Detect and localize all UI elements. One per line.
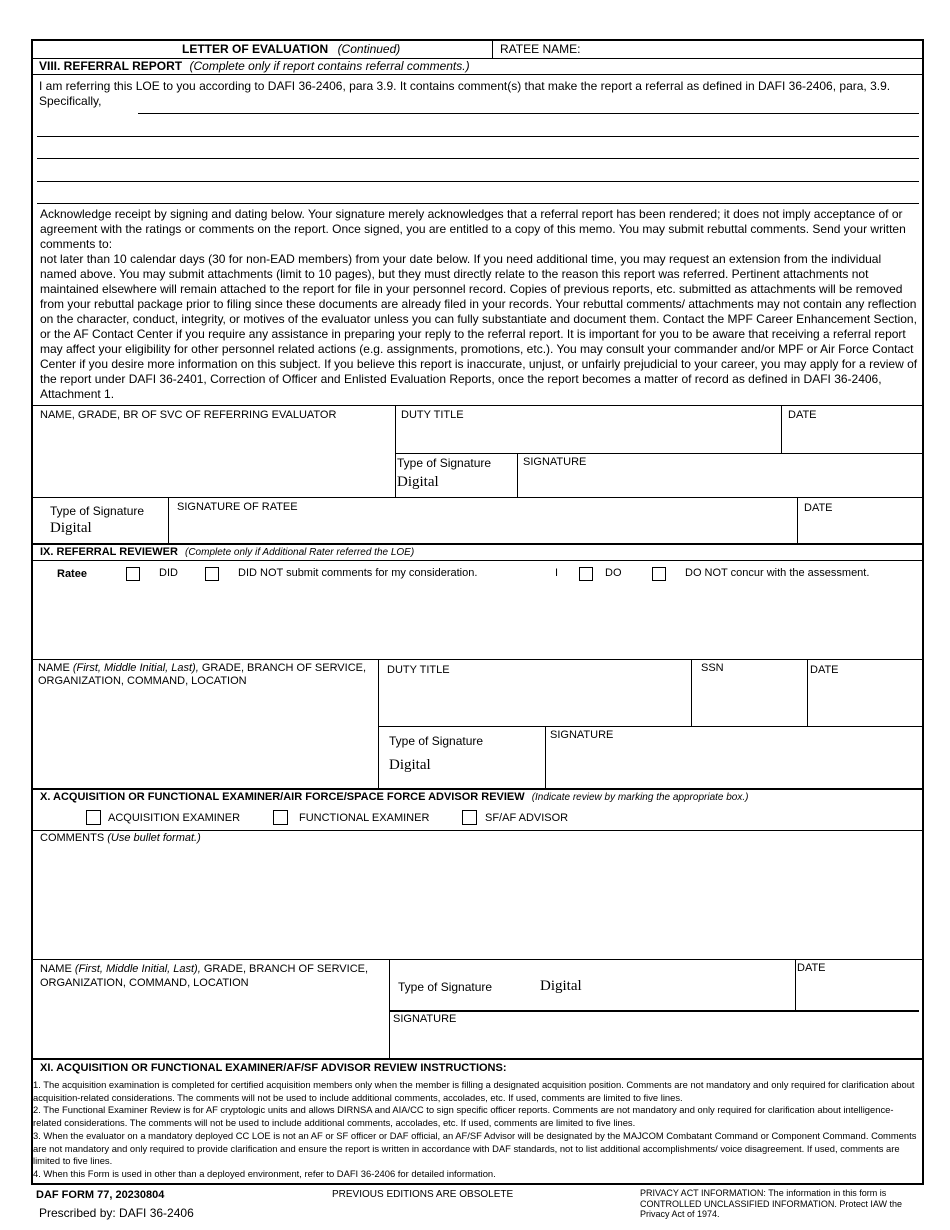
previous-editions: PREVIOUS EDITIONS ARE OBSOLETE: [332, 1189, 514, 1200]
do-label: DO: [605, 567, 622, 579]
advisor-name-label-b: GRADE, BRANCH OF SERVICE, ORGANIZATION, COMMAND, LOCATION: [40, 963, 369, 989]
header-divider: [492, 40, 493, 58]
evaluator-signature-type-value[interactable]: Digital: [397, 474, 439, 490]
duty-title-label: DUTY TITLE: [401, 409, 464, 421]
advisor-signature-label: SIGNATURE: [393, 1013, 457, 1025]
evaluator-signature-type-label: Type of Signature: [397, 456, 492, 470]
instruction-item-4: 4. When this Form is used in other than a deployed environment, refer to DAFI 36-2406 for detailed information.: [33, 1168, 496, 1179]
ratee-name-input[interactable]: [585, 41, 919, 58]
comment-line[interactable]: [37, 181, 919, 182]
advisor-name-label-a: NAME: [40, 963, 75, 975]
sfaf-advisor-label: SF/AF ADVISOR: [485, 812, 569, 824]
i-label: I: [555, 567, 559, 579]
did-checkbox[interactable]: [126, 567, 140, 581]
section9-note: (Complete only if Additional Rater referred the LOE): [185, 547, 415, 558]
did-not-checkbox[interactable]: [205, 567, 219, 581]
do-checkbox[interactable]: [579, 567, 593, 581]
reviewer-name-label-a: NAME: [38, 662, 73, 674]
ratee-date-label: DATE: [804, 502, 833, 514]
prescribed-by: Prescribed by: DAFI 36-2406: [39, 1206, 194, 1220]
sfaf-advisor-checkbox[interactable]: [462, 810, 477, 825]
comment-line[interactable]: [37, 158, 919, 159]
acquisition-examiner-label: ACQUISITION EXAMINER: [108, 812, 241, 824]
ratee-signature-type-value[interactable]: Digital: [50, 520, 92, 536]
form-id: DAF FORM 77, 20230804: [36, 1189, 165, 1201]
ratee-name-label: RATEE NAME:: [500, 42, 581, 56]
acquisition-examiner-checkbox[interactable]: [86, 810, 101, 825]
section9-title-text: IX. REFERRAL REVIEWER: [40, 546, 178, 558]
evaluator-name-label: NAME, GRADE, BR OF SVC OF REFERRING EVALUATOR: [40, 409, 337, 421]
ratee-label: Ratee: [57, 568, 87, 580]
form-title-text: LETTER OF EVALUATION: [182, 42, 329, 56]
comment-line[interactable]: [37, 203, 919, 204]
section10-title: [40, 791, 748, 803]
section8-title-text: VIII. REFERRAL REPORT: [39, 59, 183, 73]
reviewer-name-label-b: GRADE, BRANCH OF SERVICE, ORGANIZATION, COMMAND, LOCATION: [38, 662, 367, 687]
section10-title-text: X. ACQUISITION OR FUNCTIONAL EXAMINER/AIR FORCE/SPACE FORCE ADVISOR REVIEW: [40, 791, 525, 803]
do-not-checkbox[interactable]: [652, 567, 666, 581]
evaluator-signature-label: SIGNATURE: [523, 456, 587, 468]
advisor-name-label: [40, 962, 390, 990]
acknowledge-text: Acknowledge receipt by signing and dating below. Your signature merely acknowledges that a referral report has been rendered; it does not imply acceptance of or agreement with the ratings or comments on the report. Once signed, you are entitled to a copy of this memo. You may submit rebuttal comments. Send your written comments to:: [40, 207, 906, 251]
comments-label: [40, 832, 201, 844]
specifically-line[interactable]: [138, 113, 919, 114]
reviewer-name-label-italic: (First, Middle Initial, Last),: [72, 662, 199, 674]
section8-title: [39, 59, 470, 73]
privacy-act-info: PRIVACY ACT INFORMATION: The information in this form is CONTROLLED UNCLASSIFIED INFORMATION. Protect IAW the Privacy Act of 1974.: [640, 1188, 903, 1219]
do-not-label: DO NOT concur with the assessment.: [685, 567, 870, 579]
section9-title: [40, 546, 414, 558]
instruction-item-1: 1. The acquisition examination is completed for certified acquisition members only when the member is filling a designated acquisition position. Comments are not mandatory and only required for clarification about acquisition-related considerations. The comments will not be used to include additional comments, accolades, etc. If used, comments are limited to five lines.: [33, 1079, 915, 1103]
reviewer-signature-type-label: Type of Signature: [389, 734, 484, 748]
reviewer-duty-title-label: DUTY TITLE: [387, 664, 450, 676]
reviewer-date-label: DATE: [810, 664, 839, 676]
instruction-item-2: 2. The Functional Examiner Review is for AF cryptologic units and allows DIRNSA and AIA/CC to sign specific officer reports. Comments are not mandatory and only required for clarification about intelligence-related considerations. The comments will not be used to include additional comments, accolades, etc. If used, comments are limited to five lines.: [33, 1104, 894, 1128]
functional-examiner-checkbox[interactable]: [273, 810, 288, 825]
advisor-name-label-italic: (First, Middle Initial, Last),: [74, 963, 201, 975]
section10-note: (Indicate review by marking the appropriate box.): [531, 792, 749, 803]
reviewer-signature-type-value[interactable]: Digital: [389, 757, 431, 773]
ssn-label: SSN: [701, 662, 724, 674]
referral-intro: I am referring this LOE to you according to DAFI 36-2406, para 3.9. It contains comment(s) that make the report a referral as defined in DAFI 36-2406, para, 3.9. Specifically,: [39, 79, 891, 108]
form-title-continued: (Continued): [337, 42, 401, 56]
comments-textarea[interactable]: [36, 848, 922, 958]
date-label: DATE: [788, 409, 817, 421]
acknowledge-text-2: not later than 10 calendar days (30 for non-EAD members) from your date below. If you need additional time, you may request an extension from the individual named above. You may submit attachments (limit to 10 pages), but they must directly relate to the reason this report was referred. Pertinent attachments not maintained elsewhere will remain attached to the report for file in your personnel record. Copies of previous reports, etc. submitted as attachments will be removed from your rebuttal package prior to filing since these documents are already filed in your records. Your rebuttal comments/ attachments may not contain any reflection on the character, conduct, integrity, or motives of the evaluator unless you can fully substantiate and document them. Contact the MPF Career Enhancement Section, or the AF Contact Center if you require any assistance in preparing your reply to the referral report. It is important for you to be aware that receiving a referral report may affect your eligibility for other personnel related actions (e.g. assignments, promotions, etc.). You may consult your commander and/or MPF or Air Force Contact Center if you desire more information on this subject. If you believe this report is inaccurate, unjust, or unfairly prejudicial to your career, you may apply for a review of the report under DAFI 36-2401, Correction of Officer and Enlisted Evaluation Reports, once the report becomes a matter of record as defined in DAFI 36-2406, Attachment 1.: [40, 252, 918, 401]
section11-title: XI. ACQUISITION OR FUNCTIONAL EXAMINER/AF/SF ADVISOR REVIEW INSTRUCTIONS:: [40, 1062, 507, 1074]
comments-note: (Use bullet format.): [107, 832, 201, 844]
functional-examiner-label: FUNCTIONAL EXAMINER: [299, 812, 430, 824]
advisor-signature-type-value[interactable]: Digital: [540, 978, 582, 994]
section8-note: (Complete only if report contains referral comments.): [189, 59, 470, 73]
form-title: [182, 42, 400, 56]
did-label: DID: [159, 567, 178, 579]
reviewer-name-label: [38, 662, 368, 688]
ratee-signature-type-label: Type of Signature: [50, 504, 145, 518]
instruction-item-3: 3. When the evaluator on a mandatory deployed CC LOE is not an AF or SF officer or DAF official, an AF/SF Advisor will be designated by the MAJCOM Combatant Command or Component Command. Comments are not mandatory and only required to provide clarification and ensure the report is written in accordance with DAF standards, not to list additional accomplishments/ voice disagreement. If used, comments are limited to five lines.: [33, 1130, 917, 1166]
comments-label-text: COMMENTS: [40, 832, 105, 844]
advisor-date-label: DATE: [797, 962, 826, 974]
comment-line[interactable]: [37, 136, 919, 137]
did-not-label: DID NOT submit comments for my consideration.: [238, 567, 478, 579]
advisor-signature-type-label: Type of Signature: [398, 980, 493, 994]
signature-of-ratee-label: SIGNATURE OF RATEE: [177, 501, 298, 513]
reviewer-signature-label: SIGNATURE: [550, 729, 614, 741]
